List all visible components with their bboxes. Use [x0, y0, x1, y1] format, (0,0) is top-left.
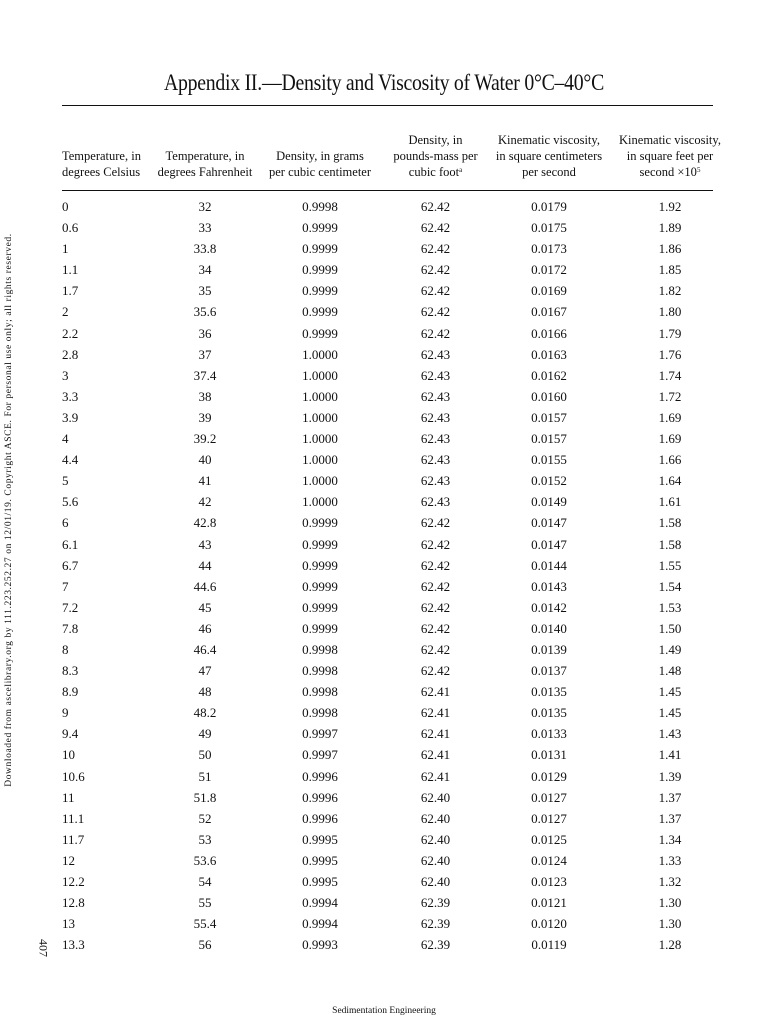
cell-density-grams: 0.9996: [302, 768, 338, 784]
cell-density-pounds: 62.39: [420, 916, 451, 932]
cell-density-pounds: 62.41: [420, 705, 451, 721]
cell-celsius: 1.1: [62, 262, 79, 278]
cell-density-pounds: 62.42: [420, 241, 451, 257]
table-top-rule: [62, 105, 713, 106]
cell-fahrenheit: 53.6: [193, 852, 217, 868]
download-notice: [2, 150, 16, 870]
cell-kinematic-ft: 1.39: [658, 768, 682, 784]
table-row: [0, 472, 768, 493]
header-kinematic-ft-line-3-text: second ×10: [639, 165, 697, 179]
cell-density-grams: 0.9999: [302, 557, 338, 573]
table-row: [0, 240, 768, 261]
cell-density-pounds: 62.43: [420, 346, 451, 362]
cell-density-pounds: 62.40: [420, 810, 451, 826]
cell-celsius: 13: [62, 916, 75, 932]
cell-celsius: 5: [62, 473, 69, 489]
cell-density-grams: 0.9999: [302, 304, 338, 320]
cell-celsius: 2: [62, 304, 69, 320]
table-row: [0, 599, 768, 620]
cell-kinematic-ft: 1.30: [658, 895, 682, 911]
cell-kinematic-cm: 0.0124: [531, 852, 567, 868]
cell-density-pounds: 62.41: [420, 768, 451, 784]
cell-fahrenheit: 42: [198, 494, 212, 510]
cell-kinematic-ft: 1.54: [658, 578, 682, 594]
cell-density-grams: 0.9998: [302, 705, 338, 721]
cell-kinematic-ft: 1.32: [658, 874, 682, 889]
cell-density-grams: 1.0000: [302, 367, 338, 383]
header-fahrenheit-line-2: degrees Fahrenheit: [157, 165, 253, 179]
cell-fahrenheit: 53: [198, 831, 212, 847]
page-title: Appendix II.—Density and Viscosity of Water 0°C–40°C: [163, 70, 605, 95]
cell-density-pounds: 62.43: [420, 452, 451, 468]
table-header-rule: [62, 190, 713, 191]
cell-fahrenheit: 52: [198, 810, 212, 826]
table-row: [0, 810, 768, 831]
cell-fahrenheit: 43: [198, 536, 212, 552]
header-density-pounds: [383, 132, 488, 180]
cell-celsius: 3: [62, 367, 69, 383]
cell-kinematic-cm: 0.0140: [531, 620, 567, 636]
cell-celsius: 8: [62, 641, 69, 657]
cell-fahrenheit: 51: [198, 768, 212, 784]
cell-density-grams: 0.9998: [302, 684, 338, 700]
table-row: [0, 578, 768, 599]
header-celsius-line-1: Temperature, in: [62, 149, 141, 163]
header-density-grams-line-2: per cubic centimeter: [268, 165, 372, 179]
header-celsius: [62, 148, 162, 180]
cell-celsius: 0: [62, 199, 69, 214]
cell-kinematic-ft: 1.64: [658, 473, 682, 489]
cell-fahrenheit: 49: [198, 726, 212, 742]
cell-kinematic-ft: 1.28: [658, 937, 682, 953]
cell-density-grams: 0.9998: [302, 641, 338, 657]
cell-celsius: 13.3: [62, 937, 85, 953]
cell-kinematic-cm: 0.0135: [531, 684, 567, 700]
header-density-pounds-line-2: pounds-mass per: [393, 149, 478, 163]
cell-kinematic-cm: 0.0139: [531, 641, 567, 657]
cell-kinematic-cm: 0.0163: [531, 346, 567, 362]
cell-density-pounds: 62.42: [420, 557, 451, 573]
table-row: [0, 346, 768, 367]
cell-kinematic-cm: 0.0149: [531, 494, 567, 510]
table-row: [0, 704, 768, 725]
cell-kinematic-cm: 0.0173: [531, 241, 567, 257]
cell-kinematic-ft: 1.45: [658, 684, 682, 700]
cell-kinematic-ft: 1.49: [658, 641, 682, 657]
cell-kinematic-cm: 0.0133: [531, 726, 567, 742]
cell-density-grams: 0.9995: [302, 874, 338, 889]
cell-kinematic-cm: 0.0157: [531, 409, 567, 425]
cell-celsius: 9: [62, 705, 69, 721]
cell-kinematic-ft: 1.55: [658, 557, 682, 573]
cell-density-pounds: 62.42: [420, 578, 451, 594]
cell-kinematic-cm: 0.0172: [531, 262, 567, 278]
cell-celsius: 3.3: [62, 388, 79, 404]
cell-kinematic-ft: 1.43: [658, 726, 682, 742]
cell-kinematic-cm: 0.0143: [531, 578, 567, 594]
header-kinematic-ft-line-2: in square feet per: [626, 149, 714, 163]
cell-density-grams: 0.9999: [302, 262, 338, 278]
cell-celsius: 12.8: [62, 895, 85, 911]
cell-density-pounds: 62.39: [420, 895, 451, 911]
cell-density-pounds: 62.42: [420, 620, 451, 636]
table-body: [0, 198, 768, 957]
cell-kinematic-ft: 1.61: [658, 494, 682, 510]
cell-density-grams: 0.9997: [302, 726, 338, 742]
table-row: [0, 746, 768, 767]
cell-celsius: 1: [62, 241, 69, 257]
cell-fahrenheit: 36: [198, 325, 212, 341]
table-row: [0, 915, 768, 936]
table-row: [0, 367, 768, 388]
cell-kinematic-ft: 1.76: [658, 346, 682, 362]
cell-kinematic-ft: 1.89: [658, 220, 682, 236]
cell-fahrenheit: 39.2: [193, 431, 217, 447]
table-row: [0, 936, 768, 957]
cell-kinematic-ft: 1.79: [658, 325, 682, 341]
cell-kinematic-ft: 1.41: [658, 747, 682, 763]
cell-fahrenheit: 45: [198, 599, 212, 615]
cell-fahrenheit: 56: [198, 937, 212, 953]
cell-celsius: 10: [62, 747, 75, 763]
cell-kinematic-ft: 1.58: [658, 536, 682, 552]
cell-fahrenheit: 54: [198, 874, 212, 889]
cell-kinematic-ft: 1.30: [658, 916, 682, 932]
cell-kinematic-cm: 0.0121: [531, 895, 567, 911]
cell-density-pounds: 62.41: [420, 684, 451, 700]
cell-celsius: 5.6: [62, 494, 79, 510]
cell-celsius: 6: [62, 515, 69, 531]
cell-kinematic-ft: 1.53: [658, 599, 682, 615]
cell-density-grams: 0.9999: [302, 515, 338, 531]
table-row: [0, 261, 768, 282]
cell-density-grams: 0.9999: [302, 599, 338, 615]
cell-fahrenheit: 34: [198, 262, 212, 278]
cell-kinematic-ft: 1.86: [658, 241, 682, 257]
cell-fahrenheit: 47: [198, 663, 212, 679]
cell-density-grams: 0.9995: [302, 831, 338, 847]
cell-density-pounds: 62.40: [420, 831, 451, 847]
cell-fahrenheit: 44.6: [193, 578, 217, 594]
cell-fahrenheit: 48: [198, 684, 212, 700]
table-row: [0, 514, 768, 535]
cell-kinematic-ft: 1.69: [658, 409, 682, 425]
cell-density-grams: 0.9995: [302, 852, 338, 868]
cell-density-pounds: 62.41: [420, 747, 451, 763]
cell-kinematic-cm: 0.0137: [531, 663, 567, 679]
cell-density-pounds: 62.43: [420, 431, 451, 447]
header-kinematic-cm-line-2: in square centimeters: [495, 149, 603, 163]
cell-fahrenheit: 50: [198, 747, 212, 763]
cell-kinematic-ft: 1.48: [658, 663, 682, 679]
cell-kinematic-ft: 1.50: [658, 620, 682, 636]
cell-celsius: 6.7: [62, 557, 79, 573]
cell-kinematic-cm: 0.0142: [531, 599, 567, 615]
cell-density-pounds: 62.42: [420, 536, 451, 552]
cell-fahrenheit: 46: [198, 620, 212, 636]
cell-density-pounds: 62.42: [420, 599, 451, 615]
cell-density-grams: 0.9998: [302, 199, 338, 214]
cell-fahrenheit: 41: [198, 473, 212, 489]
cell-celsius: 12.2: [62, 874, 85, 889]
table-row: [0, 219, 768, 240]
cell-density-grams: 0.9999: [302, 620, 338, 636]
cell-density-pounds: 62.43: [420, 367, 451, 383]
cell-celsius: 7.2: [62, 599, 79, 615]
table-row: [0, 683, 768, 704]
cell-density-grams: 1.0000: [302, 473, 338, 489]
table-row: [0, 557, 768, 578]
exponent-superscript: 5: [696, 166, 701, 174]
table-row: [0, 430, 768, 451]
cell-kinematic-cm: 0.0166: [531, 325, 567, 341]
cell-fahrenheit: 46.4: [193, 641, 217, 657]
cell-density-grams: 0.9996: [302, 789, 338, 805]
table-row: [0, 894, 768, 915]
cell-kinematic-cm: 0.0160: [531, 388, 567, 404]
cell-kinematic-ft: 1.80: [658, 304, 682, 320]
header-kinematic-cm: [493, 132, 605, 180]
page-number: [28, 940, 58, 960]
cell-celsius: 7: [62, 578, 69, 594]
cell-density-pounds: 62.42: [420, 283, 451, 299]
cell-density-pounds: 62.40: [420, 852, 451, 868]
table-row: [0, 831, 768, 852]
cell-kinematic-cm: 0.0131: [531, 747, 567, 763]
cell-fahrenheit: 55: [198, 895, 212, 911]
cell-kinematic-cm: 0.0123: [531, 874, 567, 889]
header-kinematic-ft-line-1: Kinematic viscosity,: [619, 133, 721, 147]
footnote-marker-a: a: [459, 166, 463, 174]
cell-celsius: 1.7: [62, 283, 79, 299]
cell-density-pounds: 62.39: [420, 937, 451, 953]
cell-fahrenheit: 33: [198, 220, 212, 236]
cell-density-pounds: 62.43: [420, 494, 451, 510]
cell-density-pounds: 62.42: [420, 220, 451, 236]
cell-kinematic-cm: 0.0127: [531, 789, 567, 805]
cell-density-grams: 1.0000: [302, 388, 338, 404]
cell-kinematic-cm: 0.0179: [531, 199, 567, 214]
cell-density-pounds: 62.42: [420, 641, 451, 657]
cell-density-grams: 0.9999: [302, 283, 338, 299]
cell-kinematic-ft: 1.72: [658, 388, 682, 404]
header-kinematic-ft: [612, 132, 728, 180]
cell-density-pounds: 62.42: [420, 325, 451, 341]
cell-density-grams: 0.9999: [302, 578, 338, 594]
cell-density-pounds: 62.42: [420, 199, 451, 214]
cell-density-grams: 0.9999: [302, 536, 338, 552]
cell-density-grams: 0.9996: [302, 810, 338, 826]
table-row: [0, 641, 768, 662]
table-row: [0, 768, 768, 789]
cell-celsius: 11.1: [62, 810, 85, 826]
cell-kinematic-ft: 1.66: [658, 452, 682, 468]
table-row: [0, 409, 768, 430]
cell-fahrenheit: 38: [198, 388, 212, 404]
header-fahrenheit-line-1: Temperature, in: [165, 149, 245, 163]
header-density-pounds-line-1: Density, in: [408, 133, 463, 147]
cell-density-grams: 1.0000: [302, 431, 338, 447]
cell-fahrenheit: 33.8: [193, 241, 217, 257]
cell-kinematic-cm: 0.0120: [531, 916, 567, 932]
cell-fahrenheit: 39: [198, 409, 212, 425]
table-header: [0, 120, 768, 186]
cell-celsius: 10.6: [62, 768, 85, 784]
cell-fahrenheit: 32: [198, 199, 212, 214]
cell-kinematic-ft: 1.37: [658, 789, 682, 805]
cell-density-pounds: 62.42: [420, 262, 451, 278]
cell-celsius: 0.6: [62, 220, 79, 236]
cell-kinematic-ft: 1.92: [658, 199, 682, 214]
header-density-pounds-line-3: [383, 164, 488, 180]
cell-fahrenheit: 48.2: [193, 705, 217, 721]
cell-fahrenheit: 37.4: [193, 367, 217, 383]
table-row: [0, 325, 768, 346]
cell-density-pounds: 62.43: [420, 388, 451, 404]
cell-kinematic-cm: 0.0147: [531, 536, 567, 552]
cell-kinematic-cm: 0.0157: [531, 431, 567, 447]
cell-kinematic-ft: 1.82: [658, 283, 682, 299]
cell-density-pounds: 62.40: [420, 789, 451, 805]
cell-kinematic-ft: 1.34: [658, 831, 682, 847]
page-number-text: 407: [36, 939, 51, 957]
header-density-pounds-line-3-text: cubic foot: [408, 165, 460, 179]
cell-kinematic-cm: 0.0162: [531, 367, 567, 383]
header-fahrenheit: [150, 148, 260, 180]
cell-density-grams: 0.9993: [302, 937, 338, 953]
header-kinematic-cm-line-1: Kinematic viscosity,: [498, 133, 600, 147]
header-density-grams-line-1: Density, in grams: [276, 149, 364, 163]
cell-kinematic-ft: 1.69: [658, 431, 682, 447]
cell-density-grams: 1.0000: [302, 452, 338, 468]
header-kinematic-cm-line-3: per second: [522, 165, 576, 179]
cell-celsius: 4.4: [62, 452, 79, 468]
download-notice-text: Downloaded from ascelibrary.org by 111.223.252.27 on 12/01/19. Copyright ASCE. For personal use only; all rights reserved.: [4, 233, 14, 787]
cell-celsius: 9.4: [62, 726, 79, 742]
cell-density-grams: 0.9999: [302, 325, 338, 341]
table-row: [0, 198, 768, 219]
cell-kinematic-cm: 0.0144: [531, 557, 567, 573]
cell-density-pounds: 62.43: [420, 473, 451, 489]
cell-density-grams: 1.0000: [302, 346, 338, 362]
cell-celsius: 8.9: [62, 684, 79, 700]
cell-kinematic-cm: 0.0167: [531, 304, 567, 320]
table-row: [0, 725, 768, 746]
cell-fahrenheit: 55.4: [193, 916, 217, 932]
cell-density-grams: 0.9994: [302, 916, 338, 932]
cell-kinematic-cm: 0.0169: [531, 283, 567, 299]
cell-kinematic-cm: 0.0155: [531, 452, 567, 468]
cell-celsius: 2.8: [62, 346, 79, 362]
table-row: [0, 789, 768, 810]
cell-fahrenheit: 40: [198, 452, 212, 468]
cell-celsius: 7.8: [62, 620, 79, 636]
header-kinematic-ft-line-3: [612, 164, 728, 180]
cell-celsius: 3.9: [62, 409, 79, 425]
cell-density-pounds: 62.42: [420, 515, 451, 531]
cell-density-grams: 0.9999: [302, 241, 338, 257]
cell-fahrenheit: 35.6: [193, 304, 217, 320]
cell-celsius: 11.7: [62, 831, 85, 847]
table-row: [0, 536, 768, 557]
cell-kinematic-cm: 0.0175: [531, 220, 567, 236]
table-row: [0, 388, 768, 409]
cell-kinematic-cm: 0.0119: [531, 937, 567, 953]
cell-kinematic-cm: 0.0125: [531, 831, 567, 847]
cell-fahrenheit: 44: [198, 557, 212, 573]
cell-celsius: 4: [62, 431, 69, 447]
table-row: [0, 620, 768, 641]
cell-density-pounds: 62.40: [420, 874, 451, 889]
cell-kinematic-cm: 0.0147: [531, 515, 567, 531]
cell-density-pounds: 62.42: [420, 663, 451, 679]
table-row: [0, 303, 768, 324]
cell-density-grams: 0.9999: [302, 220, 338, 236]
cell-density-pounds: 62.41: [420, 726, 451, 742]
cell-celsius: 11: [62, 789, 75, 805]
cell-celsius: 2.2: [62, 325, 79, 341]
table-row: [0, 493, 768, 514]
header-density-grams: [265, 148, 375, 180]
cell-density-grams: 0.9994: [302, 895, 338, 911]
table-row: [0, 873, 768, 894]
table-row: [0, 852, 768, 873]
page-footer: Sedimentation Engineering: [332, 1006, 436, 1016]
cell-fahrenheit: 42.8: [193, 515, 217, 531]
cell-density-grams: 1.0000: [302, 494, 338, 510]
cell-kinematic-cm: 0.0127: [531, 810, 567, 826]
cell-celsius: 6.1: [62, 536, 79, 552]
cell-kinematic-ft: 1.74: [658, 367, 682, 383]
cell-kinematic-ft: 1.33: [658, 852, 682, 868]
cell-kinematic-ft: 1.58: [658, 515, 682, 531]
cell-fahrenheit: 35: [198, 283, 212, 299]
cell-density-grams: 0.9997: [302, 747, 338, 763]
cell-density-grams: 0.9998: [302, 663, 338, 679]
cell-density-grams: 1.0000: [302, 409, 338, 425]
table-row: [0, 662, 768, 683]
cell-kinematic-cm: 0.0152: [531, 473, 567, 489]
cell-kinematic-cm: 0.0135: [531, 705, 567, 721]
cell-celsius: 8.3: [62, 663, 79, 679]
cell-density-pounds: 62.43: [420, 409, 451, 425]
table-row: [0, 451, 768, 472]
table-row: [0, 282, 768, 303]
cell-fahrenheit: 51.8: [193, 789, 217, 805]
cell-density-pounds: 62.42: [420, 304, 451, 320]
cell-kinematic-ft: 1.37: [658, 810, 682, 826]
cell-fahrenheit: 37: [198, 346, 212, 362]
header-celsius-line-2: degrees Celsius: [62, 165, 141, 179]
cell-kinematic-cm: 0.0129: [531, 768, 567, 784]
cell-kinematic-ft: 1.85: [658, 262, 682, 278]
cell-celsius: 12: [62, 852, 75, 868]
cell-kinematic-ft: 1.45: [658, 705, 682, 721]
